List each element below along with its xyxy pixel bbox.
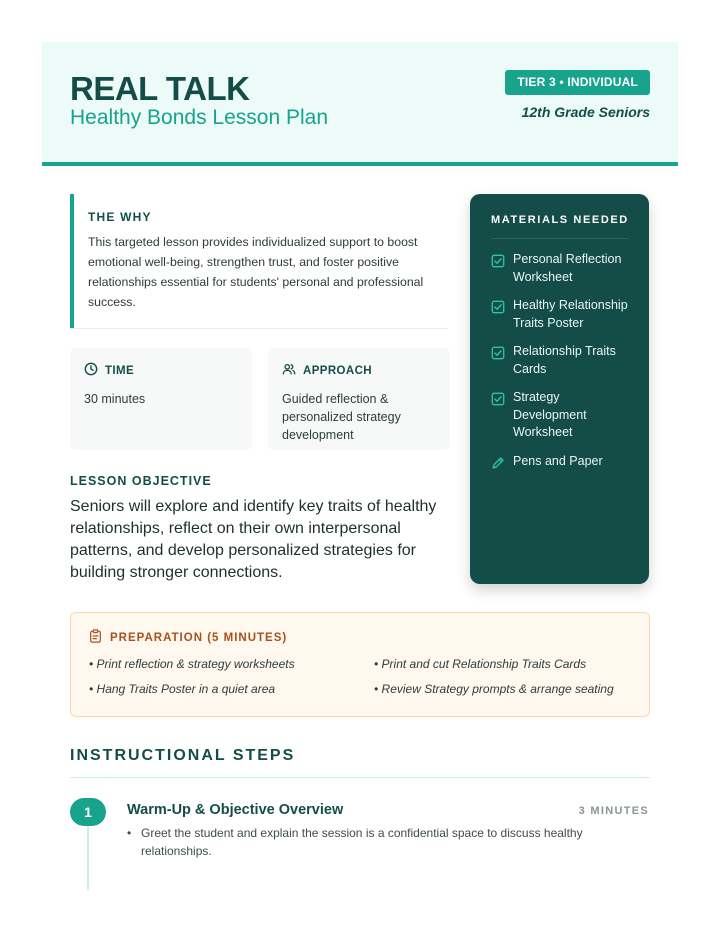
step-timeline-line [87, 826, 89, 890]
material-label: Pens and Paper [513, 453, 603, 468]
prep-item: • Print reflection & strategy worksheets [89, 657, 295, 671]
prep-item: • Hang Traits Poster in a quiet area [89, 682, 276, 696]
objective-heading: LESSON OBJECTIVE [70, 474, 212, 488]
why-section [70, 194, 448, 328]
checkbox-icon [491, 343, 505, 378]
clock-icon [84, 362, 98, 379]
time-card [70, 348, 252, 450]
checkbox-icon [491, 389, 505, 442]
approach-value: Guided reflection & personalized strategy development [282, 392, 401, 442]
material-item [491, 251, 629, 286]
page-title: REAL TALK [70, 70, 250, 107]
grade-label: 12th Grade Seniors [521, 104, 650, 120]
material-item [491, 297, 629, 332]
material-label: Relationship Traits Cards [513, 344, 616, 376]
approach-heading: APPROACH [303, 364, 373, 377]
clipboard-icon [89, 629, 102, 646]
pen-icon [491, 453, 505, 475]
prep-item: • Print and cut Relationship Traits Cards [374, 657, 587, 671]
checkbox-icon [491, 251, 505, 286]
checkbox-icon [491, 297, 505, 332]
material-label: Healthy Relationship Traits Poster [513, 298, 628, 330]
preparation-box [70, 612, 650, 717]
material-label: Personal Reflection Worksheet [513, 252, 622, 284]
users-icon [282, 362, 296, 379]
steps-heading: INSTRUCTIONAL STEPS [70, 747, 296, 764]
steps-divider [70, 777, 650, 778]
why-text: This targeted lesson provides individualized support to boost emotional well-being, strengthen trust, and foster positive relationships essential for students' personal and professional success. [88, 235, 424, 309]
step-number: 1 [70, 798, 106, 826]
prep-item: • Review Strategy prompts & arrange seating [374, 682, 614, 696]
step-bullet-list [127, 824, 617, 860]
approach-card [268, 348, 450, 450]
step-title: Warm-Up & Objective Overview [127, 802, 344, 818]
step-duration: 3 MINUTES [578, 805, 649, 817]
divider [70, 328, 448, 329]
materials-panel [470, 194, 649, 584]
materials-heading: MATERIALS NEEDED [491, 214, 629, 239]
material-item [491, 343, 629, 378]
materials-list [491, 251, 629, 475]
material-item [491, 389, 629, 442]
why-heading: THE WHY [88, 210, 152, 224]
time-heading: TIME [105, 364, 135, 377]
objective-text: Seniors will explore and identify key traits of healthy relationships, reflect on their own interpersonal patterns, and develop personalized strategies for building stronger connections. [70, 498, 437, 581]
time-value: 30 minutes [84, 392, 146, 406]
tier-badge: TIER 3 • INDIVIDUAL [505, 70, 650, 95]
header-banner [42, 42, 678, 166]
material-label: Strategy Development Worksheet [513, 390, 587, 439]
preparation-heading: PREPARATION (5 MINUTES) [110, 631, 288, 644]
page-subtitle: Healthy Bonds Lesson Plan [70, 106, 328, 129]
step-bullet: • Greet the student and explain the session is a confidential space to discuss healthy relationships. [127, 824, 617, 860]
preparation-list [89, 656, 631, 698]
material-item [491, 453, 629, 475]
